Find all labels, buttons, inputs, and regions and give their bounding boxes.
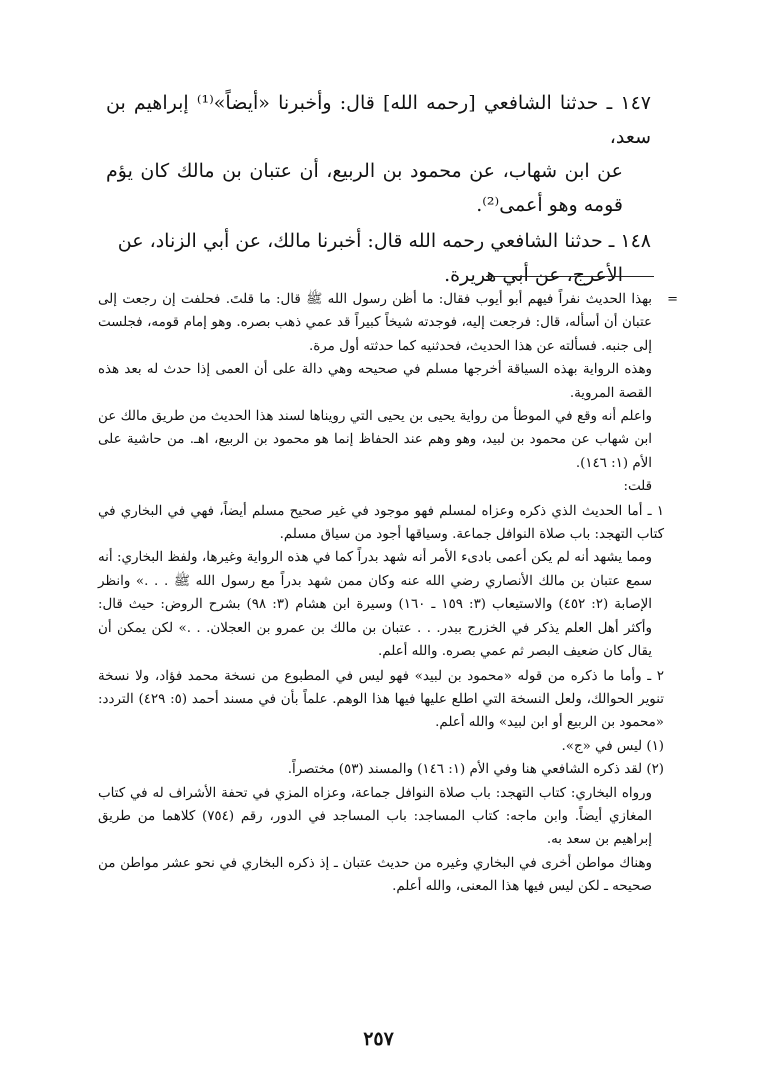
hadith-147-first-line: ١٤٧ ـ حدثنا الشافعي [رحمه الله] قال: وأخبرنا «أيضاً»⁽¹⁾ إبراهيم بن سعد،: [106, 92, 651, 148]
note-paragraph: بهذا الحديث نفراً فيهم أبو أيوب فقال: ما أظن رسول الله ﷺ قال: ما قلتَ. فحلفت إن رجعت إلى عتبان أن أسأله، قال: فرجعت إليه، فوجدته شيخاً كبيراً قد عمي ذهب بصره. وهو إمام قومه، فجلست إلى جنبه. فسألته عن هذا الحديث، فحدثنيه كما حدثته أول مرة.: [98, 292, 652, 354]
note-paragraph: وهذه الرواية بهذه السياقة أخرجها مسلم في صحيحه وهي دالة على أن العمى إذا حدث له بعد هذه القصة المروية.: [98, 362, 652, 401]
note-heading: قلت:: [623, 479, 652, 495]
hadith-148-first-line: ١٤٨ ـ حدثنا الشافعي رحمه الله قال: أخبرنا مالك، عن أبي الزناد، عن: [117, 230, 651, 252]
main-text: [106, 86, 651, 294]
note-point-2: ٢ ـ وأما ما ذكره من قوله «محمود بن لبيد» فهو ليس في المطبوع من نسخة محمد فؤاد، ولا نسخة تنوير الحوالك، ولعل النسخة التي اطلع عليها فيها هذا الوهم. علماً بأن في مسند أحمد (٥: ٤٢٩) التردد: «محمود بن الربيع أو ابن لبيد» والله أعلم.: [98, 668, 664, 731]
footnote-2: (٢) لقد ذكره الشافعي هنا وفي الأم (١: ١٤٦) والمسند (٥٣) مختصراً.: [287, 762, 664, 778]
note-paragraph: واعلم أنه وقع في الموطأ من رواية يحيى بن يحيى التي رويناها لسند هذا الحديث من طريق مالك عن ابن شهاب عن محمود بن لبيد، وهو وهم عند الحفاظ إنما هو محمود بن الربيع، اهـ. من حاشية على الأم (١: ١٤٦).: [98, 409, 652, 471]
footnote-separator: [486, 276, 654, 277]
note-point-1: ١ ـ أما الحديث الذي ذكره وعزاه لمسلم فهو موجود في غير صحيح مسلم أيضاً، فهي في البخاري في كتاب التهجد: باب صلاة النوافل جماعة. وسياقها أجود من سياق مسلم.: [98, 503, 664, 543]
footnotes: [98, 288, 678, 899]
note-paragraph: ومما يشهد أنه لم يكن أعمى بادىء الأمر أنه شهد بدراً كما في هذه الرواية وغيرها، ولفظ البخاري: أنه سمع عتبان بن مالك الأنصاري رضي الله عنه وكان ممن شهد بدراً مع رسول الله ﷺ . . .» وانظر الإصابة (٢: ٤٥٢) والاستيعاب (٣: ١٥٩ ـ ١٦٠) وسيرة ابن هشام (٣: ٩٨) بشرح الروض: حيث قال: وأكثر أهل العلم يذكر في الخزرج ببدر. . . عتبان بن مالك بن عمرو بن العجلان. . .» لكن يمكن أن يقال كان ضعيف البصر ثم عمي بصره. والله أعلم.: [98, 550, 652, 660]
hadith-148-continuation: الأعرج، عن أبي هريرة.: [444, 264, 623, 286]
continuation-mark: =: [667, 292, 678, 307]
hadith-147: [106, 86, 651, 222]
footnote-1: (١) ليس في «ج».: [561, 738, 664, 754]
footnote-2-continuation: وهناك مواطن أخرى في البخاري وغيره من حديث عتبان ـ إذ ذكره البخاري في نحو عشر مواطن من صحيحه ـ لكن ليس فيها هذا المعنى، والله أعلم.: [98, 855, 652, 895]
page-number: ٢٥٧: [363, 1028, 394, 1050]
hadith-147-continuation: عن ابن شهاب، عن محمود بن الربيع، أن عتبان بن مالك كان يؤم قومه وهو أعمى⁽²⁾.: [106, 160, 623, 216]
hadith-148: [106, 224, 651, 292]
footnote-2-continuation: ورواه البخاري: كتاب التهجد: باب صلاة النوافل جماعة، وعزاه المزي في تحفة الأشراف له في كتاب المغازي أيضاً. وابن ماجه: كتاب المساجد: باب المساجد في الدور، رقم (٧٥٤) كلاهما من طريق إبراهيم بن سعد به.: [98, 785, 652, 848]
